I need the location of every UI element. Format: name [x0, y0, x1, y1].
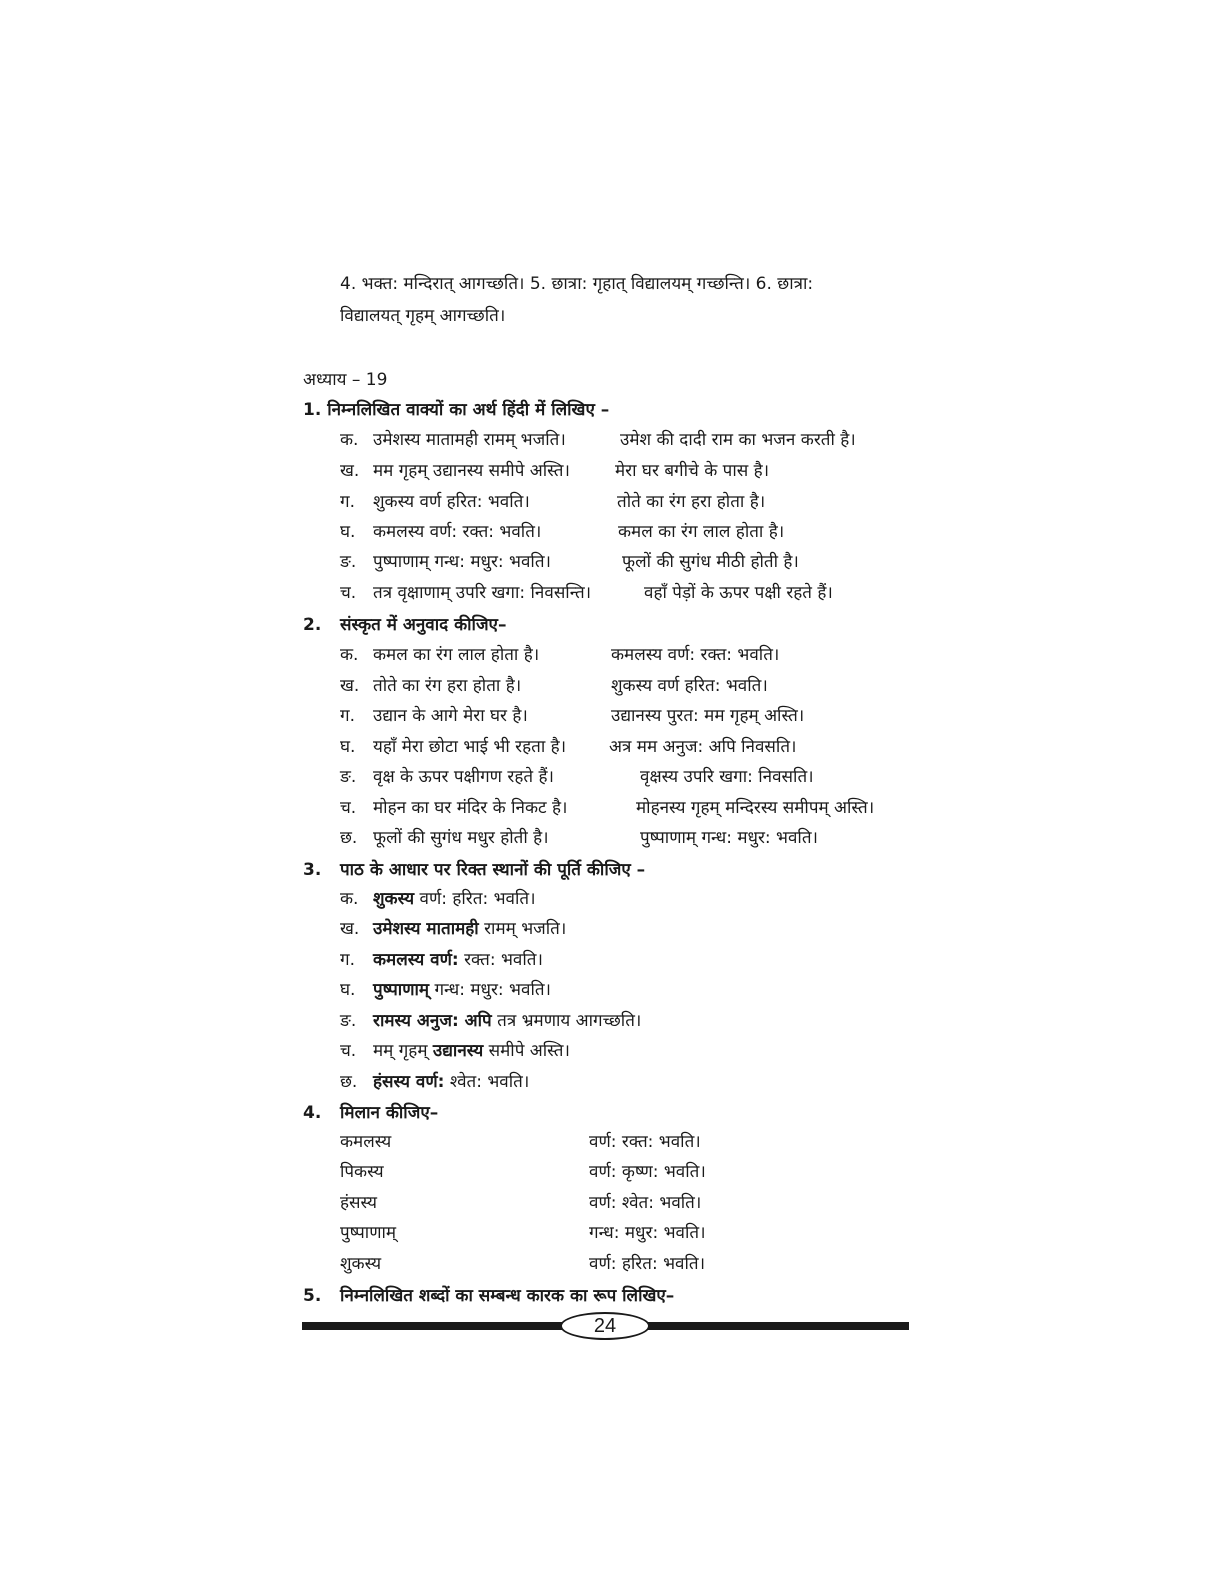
q3-item-suffix: गन्ध: मधुर: भवति।: [429, 980, 551, 1000]
q1-number: 1.: [303, 400, 322, 420]
q5-number: 5.: [303, 1286, 322, 1306]
q3-item-prefix: मम् गृहम्: [373, 1041, 433, 1061]
q2-item-hindi: तोते का रंग हरा होता है।: [373, 676, 522, 696]
q2-item-sanskrit: कमलस्य वर्ण: रक्त: भवति।: [611, 645, 780, 665]
page-number: 24: [560, 1312, 650, 1340]
q3-item-answer: उद्यानस्य: [432, 1041, 484, 1061]
q4-right-term: वर्ण: कृष्ण: भवति।: [589, 1162, 706, 1182]
q1-item-hindi: उमेश की दादी राम का भजन करती है।: [620, 430, 856, 450]
q3-item-sentence: [373, 949, 543, 971]
q2-item-hindi: वृक्ष के ऊपर पक्षीगण रहते हैं।: [373, 767, 554, 787]
q2-item-sanskrit: अत्र मम अनुज: अपि निवसति।: [609, 737, 797, 757]
q4-number: 4.: [303, 1103, 322, 1123]
q2-item-sanskrit: उद्यानस्य पुरत: मम गृहम् अस्ति।: [611, 706, 805, 726]
q3-item-sentence: [373, 888, 536, 910]
q3-item-suffix: तत्र भ्रमणाय आगच्छति।: [491, 1011, 642, 1031]
intro-line-1: 4. भक्त: मन्दिरात् आगच्छति। 5. छात्रा: गृहात् विद्यालयम् गच्छन्ति। 6. छात्रा:: [340, 274, 814, 294]
q3-item-marker: छ.: [340, 1072, 358, 1092]
q3-item-answer: रामस्य अनुज: अपि: [373, 1011, 492, 1031]
q1-item-marker: ख.: [340, 461, 360, 481]
q3-title: पाठ के आधार पर रिक्त स्थानों की पूर्ति कीजिए –: [340, 860, 646, 880]
q2-item-hindi: उद्यान के आगे मेरा घर है।: [373, 706, 528, 726]
q1-item-sanskrit: पुष्पाणाम् गन्ध: मधुर: भवति।: [373, 552, 551, 572]
q1-item-hindi: कमल का रंग लाल होता है।: [618, 522, 785, 542]
q4-left-term: शुकस्य: [340, 1254, 382, 1274]
q1-item-sanskrit: मम गृहम् उद्यानस्य समीपे अस्ति।: [373, 461, 570, 481]
q3-item-answer: उमेशस्य मातामही: [373, 919, 479, 939]
q4-right-term: वर्ण: हरित: भवति।: [589, 1254, 706, 1274]
q2-item-marker: छ.: [340, 828, 358, 848]
q3-item-answer: पुष्पाणाम्: [373, 980, 430, 1000]
q1-item-sanskrit: कमलस्य वर्ण: रक्त: भवति।: [373, 522, 542, 542]
q2-item-hindi: फूलों की सुगंध मधुर होती है।: [373, 828, 549, 848]
q1-item-marker: ङ.: [340, 552, 357, 572]
q3-item-sentence: [373, 1040, 570, 1062]
q3-item-marker: घ.: [340, 980, 356, 1000]
q2-item-marker: ख.: [340, 676, 360, 696]
q3-item-answer: हंसस्य वर्ण:: [373, 1072, 445, 1092]
q2-item-sanskrit: मोहनस्य गृहम् मन्दिरस्य समीपम् अस्ति।: [636, 798, 875, 818]
q3-item-suffix: रक्त: भवति।: [458, 950, 543, 970]
q2-item-marker: च.: [340, 798, 357, 818]
q3-item-suffix: वर्ण: हरित: भवति।: [414, 889, 536, 909]
q2-item-marker: ग.: [340, 706, 355, 726]
q2-item-sanskrit: शुकस्य वर्ण हरित: भवति।: [611, 676, 768, 696]
q1-item-hindi: फूलों की सुगंध मीठी होती है।: [622, 552, 799, 572]
intro-line-2: विद्यालयत् गृहम् आगच्छति।: [340, 306, 506, 326]
q1-heading: [303, 399, 609, 421]
q2-item-hindi: कमल का रंग लाल होता है।: [373, 645, 540, 665]
q1-title: निम्नलिखित वाक्यों का अर्थ हिंदी में लिखिए –: [327, 400, 610, 420]
q3-item-suffix: रामम् भजति।: [478, 919, 567, 939]
q4-left-term: हंसस्य: [340, 1193, 377, 1213]
q2-title: संस्कृत में अनुवाद कीजिए–: [340, 615, 507, 635]
q1-item-sanskrit: उमेशस्य मातामही रामम् भजति।: [373, 430, 566, 450]
q1-item-marker: ग.: [340, 492, 355, 512]
q4-right-term: वर्ण: श्वेत: भवति।: [589, 1193, 702, 1213]
q3-item-answer: शुकस्य: [373, 889, 415, 909]
q2-item-sanskrit: वृक्षस्य उपरि खगा: निवसति।: [640, 767, 814, 787]
q2-item-marker: ङ.: [340, 767, 357, 787]
q1-item-hindi: मेरा घर बगीचे के पास है।: [615, 461, 770, 481]
q4-title: मिलान कीजिए–: [340, 1103, 439, 1123]
q1-item-marker: क.: [340, 430, 359, 450]
q1-item-hindi: तोते का रंग हरा होता है।: [617, 492, 766, 512]
q1-item-sanskrit: तत्र वृक्षाणाम् उपरि खगा: निवसन्ति।: [373, 583, 592, 603]
q2-item-marker: घ.: [340, 737, 356, 757]
q4-left-term: पिकस्य: [340, 1162, 384, 1182]
q3-item-sentence: [373, 979, 551, 1001]
q4-left-term: कमलस्य: [340, 1132, 392, 1152]
q3-item-suffix: समीपे अस्ति।: [483, 1041, 570, 1061]
q1-item-hindi: वहाँ पेड़ों के ऊपर पक्षी रहते हैं।: [644, 583, 833, 603]
q1-item-marker: च.: [340, 583, 357, 603]
q2-item-hindi: यहाँ मेरा छोटा भाई भी रहता है।: [373, 737, 567, 757]
q2-item-hindi: मोहन का घर मंदिर के निकट है।: [373, 798, 568, 818]
q3-item-sentence: [373, 918, 566, 940]
q3-item-suffix: श्वेत: भवति।: [444, 1072, 530, 1092]
q3-item-marker: ख.: [340, 919, 360, 939]
q3-item-marker: ग.: [340, 950, 355, 970]
chapter-title: अध्याय – 19: [303, 370, 388, 390]
q3-item-marker: क.: [340, 889, 359, 909]
q4-right-term: गन्ध: मधुर: भवति।: [589, 1223, 706, 1243]
q3-number: 3.: [303, 860, 322, 880]
q3-item-sentence: [373, 1010, 641, 1032]
q5-title: निम्नलिखित शब्दों का सम्बन्ध कारक का रूप लिखिए–: [340, 1286, 675, 1306]
q1-item-sanskrit: शुकस्य वर्ण हरित: भवति।: [373, 492, 530, 512]
q2-number: 2.: [303, 615, 322, 635]
q1-item-marker: घ.: [340, 522, 356, 542]
q4-left-term: पुष्पाणाम्: [340, 1223, 397, 1243]
q2-item-sanskrit: पुष्पाणाम् गन्ध: मधुर: भवति।: [640, 828, 818, 848]
q2-item-marker: क.: [340, 645, 359, 665]
q3-item-answer: कमलस्य वर्ण:: [373, 950, 459, 970]
q4-right-term: वर्ण: रक्त: भवति।: [589, 1132, 701, 1152]
q3-item-marker: ङ.: [340, 1011, 357, 1031]
q3-item-sentence: [373, 1071, 529, 1093]
q3-item-marker: च.: [340, 1041, 357, 1061]
